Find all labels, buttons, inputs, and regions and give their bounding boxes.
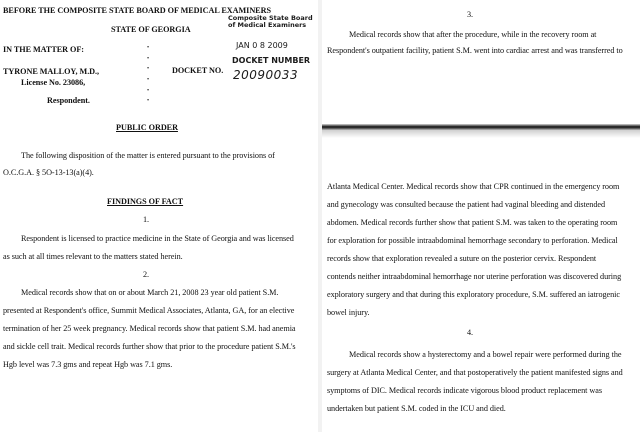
paragraph-line: termination of her 25 week pregnancy. Medical records show that patient S.M. had anemia: [3, 324, 296, 333]
paragraph-line: as such at all times relevant to the matters stated herein.: [3, 252, 183, 261]
left-document-page: [0, 0, 318, 432]
paragraph-line: presented at Respondent's office, Summit Medical Associates, Atlanta, GA, for an elective: [3, 306, 295, 315]
paragraph-line: contends neither intraabdominal hemorrhage nor uterine perforation was discovered during: [327, 272, 622, 281]
paragraph-line: records show that exploration revealed a suture on the posterior cervix. Respondent: [327, 254, 597, 263]
order-title: PUBLIC ORDER: [116, 123, 178, 132]
paragraph-line: undertaken but patient S.M. coded in the ICU and died.: [327, 404, 506, 413]
paragraph-line: Hgb level was 7.3 gms and repeat Hgb was 7.1 gms.: [3, 360, 173, 369]
paragraph-number: 2.: [143, 270, 150, 279]
stamp-docket-label: DOCKET NUMBER: [232, 56, 311, 65]
caption-divider-bullet: •: [147, 56, 150, 62]
matter-of-label: IN THE MATTER OF:: [3, 45, 84, 54]
paragraph-line: bowel injury.: [327, 308, 370, 317]
right-document-page: [322, 0, 640, 432]
paragraph-line: Medical records show that on or about March 21, 2008 23 year old patient S.M.: [21, 288, 279, 297]
docket-label: DOCKET NO.: [172, 66, 224, 75]
stamp-docket-number: 20090033: [233, 68, 299, 82]
state-heading: STATE OF GEORGIA: [111, 25, 191, 34]
paragraph-line: exploratory surgery and that during this exploratory procedure, S.M. suffered an iatrogenic: [327, 290, 620, 299]
respondent-label: Respondent.: [47, 96, 90, 105]
caption-divider-bullet: •: [147, 88, 150, 94]
paragraph-line: Respondent's outpatient facility, patient S.M. went into cardiac arrest and was transferred to: [327, 46, 623, 55]
stamp-board-line2: of Medical Examiners: [228, 21, 307, 29]
scan-shadow: [322, 130, 640, 138]
paragraph-line: for exploration for possible intraabdominal hemorrhage secondary to perforation. Medical: [327, 236, 618, 245]
board-heading: BEFORE THE COMPOSITE STATE BOARD OF MEDICAL EXAMINERS: [3, 6, 271, 15]
paragraph-number: 1.: [143, 215, 150, 224]
intro-line: O.C.G.A. § 5O-13-13(a)(4).: [3, 168, 94, 177]
page-number: 3.: [467, 10, 474, 19]
intro-line: The following disposition of the matter is entered pursuant to the provisions of: [21, 151, 275, 160]
paragraph-line: and sickle cell trait. Medical records further show that prior to the procedure patient S.M.'s: [3, 342, 296, 351]
received-stamp: [228, 15, 313, 29]
paragraph-line: Medical records show that after the procedure, while in the recovery room at: [349, 30, 597, 39]
paragraph-line: Atlanta Medical Center. Medical records show that CPR continued in the emergency room: [327, 182, 620, 191]
license-number: License No. 23086,: [21, 78, 86, 87]
caption-divider-bullet: •: [147, 66, 150, 72]
paragraph-line: surgery at Atlanta Medical Center, and that postoperatively the patient manifested signs and: [327, 368, 623, 377]
stamp-date: JAN 0 8 2009: [236, 41, 288, 50]
caption-divider-bullet: •: [147, 77, 150, 83]
caption-divider-bullet: •: [147, 45, 150, 51]
paragraph-line: symptoms of DIC. Medical records indicate vigorous blood product replacement was: [327, 386, 602, 395]
respondent-name: TYRONE MALLOY, M.D.,: [3, 67, 100, 76]
paragraph-line: Medical records show a hysterectomy and a bowel repair were performed during the: [349, 350, 622, 359]
paragraph-line: abdomen. Medical records further show that patient S.M. was taken to the operating room: [327, 218, 618, 227]
caption-divider-bullet: •: [147, 98, 150, 104]
stamp-board-line1: Composite State Board: [228, 14, 313, 22]
findings-title: FINDINGS OF FACT: [107, 197, 184, 206]
paragraph-line: and gynecology was consulted because the patient had vaginal bleeding and distended: [327, 200, 606, 209]
paragraph-number: 4.: [467, 328, 474, 337]
paragraph-line: Respondent is licensed to practice medicine in the State of Georgia and was licensed: [21, 234, 294, 243]
